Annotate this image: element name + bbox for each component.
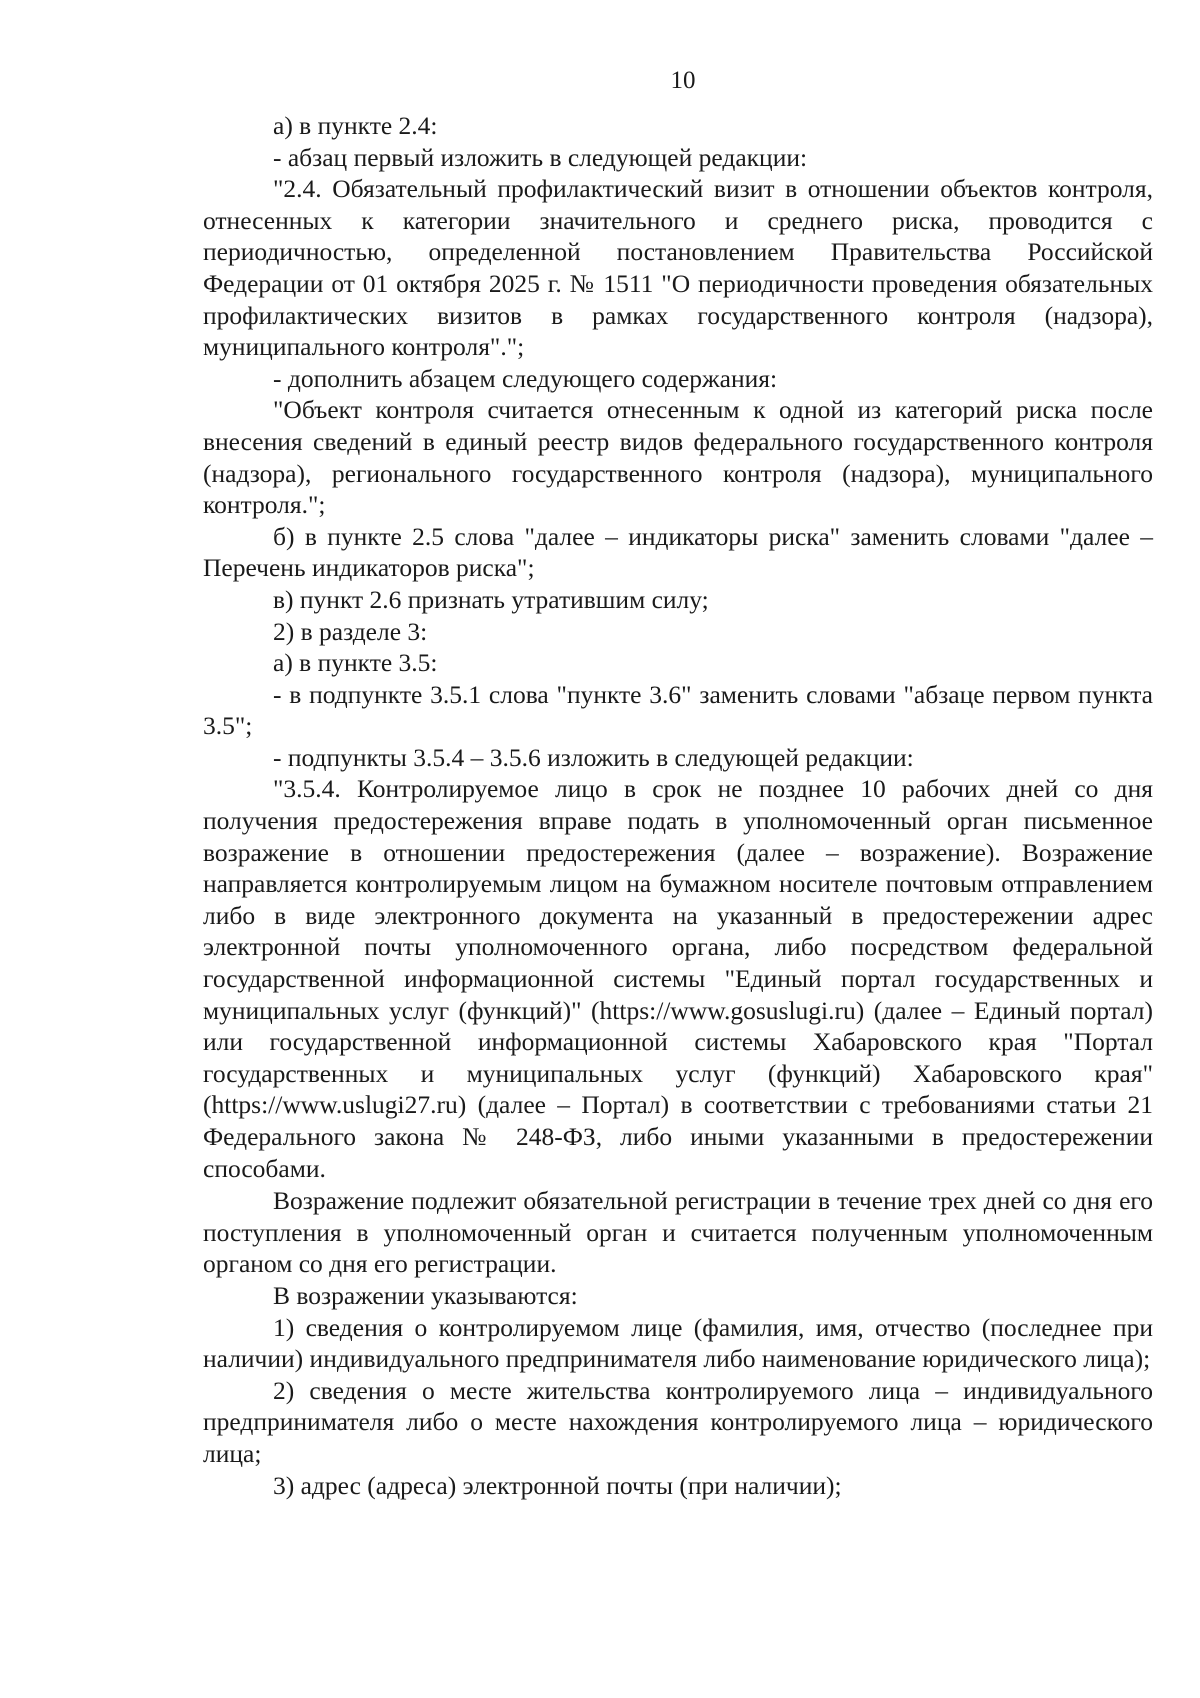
- paragraph-8: 2) в разделе 3:: [273, 616, 428, 646]
- paragraph-6: б) в пункте 2.5 слова "далее – индикаторы риска" заменить словами "далее – Перечень индикаторов риска";: [203, 521, 1153, 583]
- paragraph-16: 2) сведения о месте жительства контролируемого лица – индивидуального предпринимателя либо о месте нахождения контролируемого лица – юридического лица;: [203, 1375, 1153, 1468]
- paragraph-14: В возражении указываются:: [273, 1280, 578, 1310]
- paragraph-4: - дополнить абзацем следующего содержания:: [273, 363, 778, 393]
- paragraph-11: - подпункты 3.5.4 – 3.5.6 изложить в следующей редакции:: [273, 742, 914, 772]
- paragraph-2: - абзац первый изложить в следующей редакции:: [273, 142, 808, 172]
- document-body: [203, 110, 1153, 1501]
- paragraph-12: "3.5.4. Контролируемое лицо в срок не позднее 10 рабочих дней со дня получения предостережения вправе подать в уполномоченный орган письменное возражение в отношении предостережения (далее – возражение). Возражение направляется контролируемым лицом на бумажном носителе почтовым отправлением либо в виде электронного документа на указанный в предостережении адрес электронной почты уполномоченного органа, либо посредством федеральной государственной информационной системы "Единый портал государственных и муниципальных услуг (функций)" (https://www.gosuslugi.ru) (далее – Единый портал) или государственной информационной системы Хабаровского края "Портал государственных и муниципальных услуг (функций) Хабаровского края" (https://www.uslugi27.ru) (далее – Портал) в соответствии с требованиями статьи 21 Федерального закона № 248-ФЗ, либо иными указанными в предостережении способами.: [203, 774, 1153, 1183]
- paragraph-5: "Объект контроля считается отнесенным к одной из категорий риска после внесения сведений в единый реестр видов федерального государственного контроля (надзора), регионального государственного контроля (надзора), муниципального контроля.";: [203, 395, 1153, 520]
- paragraph-10: - в подпункте 3.5.1 слова "пункте 3.6" заменить словами "абзаце первом пункта 3.5";: [203, 679, 1153, 741]
- paragraph-3: "2.4. Обязательный профилактический визит в отношении объектов контроля, отнесенных к категории значительного и среднего риска, проводится с периодичностью, определенной постановлением Правительства Российской Федерации от 01 октября 2025 г. № 1511 "О периодичности проведения обязательных профилактических визитов в рамках государственного контроля (надзора), муниципального контроля".";: [203, 174, 1153, 362]
- page-number: 10: [670, 67, 696, 94]
- paragraph-15: 1) сведения о контролируемом лице (фамилия, имя, отчество (последнее при наличии) индивидуального предпринимателя либо наименование юридического лица);: [203, 1312, 1153, 1374]
- paragraph-7: в) пункт 2.6 признать утратившим силу;: [273, 584, 709, 614]
- paragraph-9: а) в пункте 3.5:: [273, 648, 438, 678]
- paragraph-13: Возражение подлежит обязательной регистрации в течение трех дней со дня его поступления в уполномоченный орган и считается полученным уполномоченным органом со дня его регистрации.: [203, 1186, 1153, 1279]
- paragraph-1: а) в пункте 2.4:: [273, 111, 438, 140]
- paragraph-17: 3) адрес (адреса) электронной почты (при наличии);: [273, 1470, 842, 1500]
